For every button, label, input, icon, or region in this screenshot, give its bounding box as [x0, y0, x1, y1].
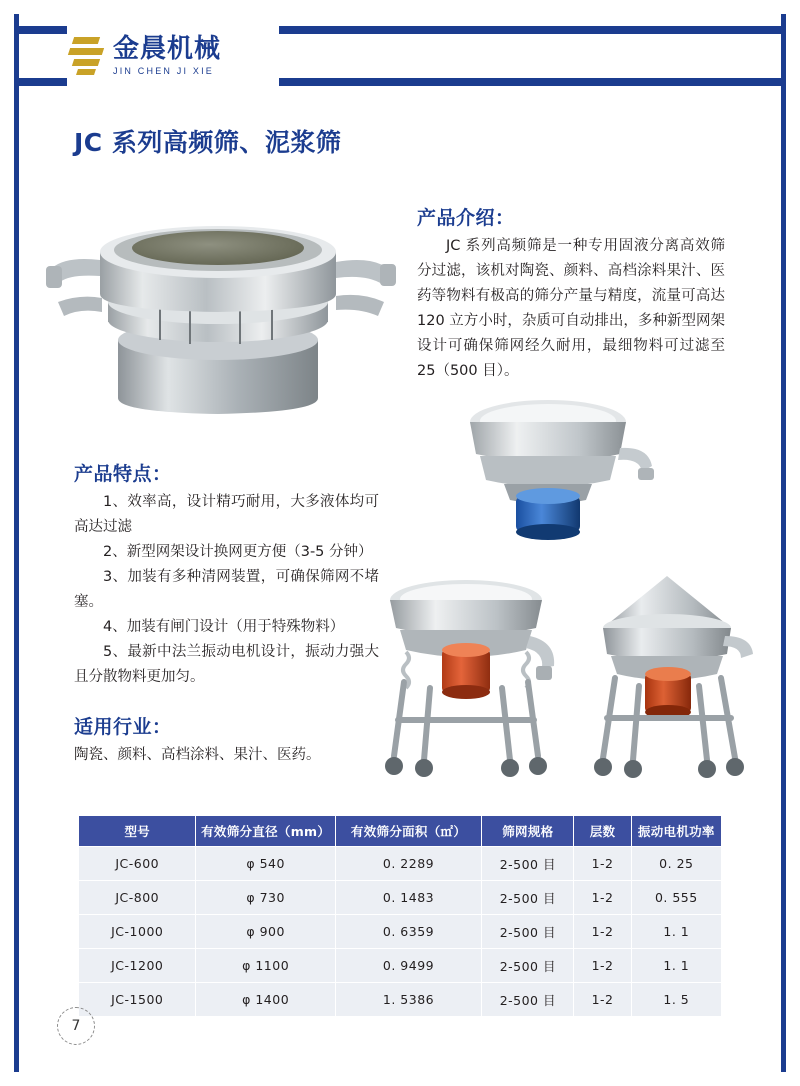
table-cell: 1-2	[574, 949, 631, 983]
table-cell: 1. 1	[631, 949, 721, 983]
features-heading: 产品特点：	[74, 463, 172, 485]
table-cell: φ 1100	[196, 949, 335, 983]
gold-stripes-logo-icon	[67, 35, 107, 77]
table-cell: 0. 25	[631, 847, 721, 881]
table-cell: 2-500 目	[482, 847, 574, 881]
feature-item: 4、加装有闸门设计（用于特殊物料）	[103, 619, 345, 635]
table-header-cell: 有效筛分面积（㎡）	[335, 816, 481, 847]
intro-heading: 产品介绍：	[417, 207, 515, 229]
page-number: 7	[57, 1007, 95, 1045]
intro-body: JC 系列高频筛是一种专用固液分离高效筛分过滤，该机对陶瓷、颜料、高档涂料果汁、医药等物料有极高的筛分产量与精度，流量可高达 120 立方小时，杂质可自动排出，多种新型网架设计可确保筛网经久耐用，最细物料可过滤至 25（500 目）。	[417, 238, 725, 379]
page-title: JC 系列高频筛、泥浆筛	[74, 128, 342, 157]
industries-body: 陶瓷、颜料、高档涂料、果汁、医药。	[74, 747, 321, 763]
table-row	[79, 915, 722, 949]
table-header-cell: 层数	[574, 816, 631, 847]
table-cell: JC-1200	[79, 949, 196, 983]
table-cell: JC-800	[79, 881, 196, 915]
logo-company-name-cn: 金晨机械	[113, 33, 222, 64]
table-cell: 2-500 目	[482, 949, 574, 983]
table-row	[79, 949, 722, 983]
table-cell: φ 540	[196, 847, 335, 881]
slurry-sieve-cone-photo	[575, 570, 765, 785]
table-header-row	[79, 816, 722, 847]
table-cell: 2-500 目	[482, 983, 574, 1017]
feature-item: 1、效率高，设计精巧耐用，大多液体均可高达过滤	[74, 494, 379, 535]
table-cell: 1. 5386	[335, 983, 481, 1017]
page-border-left	[14, 14, 19, 1072]
table-cell: φ 1400	[196, 983, 335, 1017]
sieve-on-stand-photo	[370, 570, 570, 785]
table-cell: JC-1500	[79, 983, 196, 1017]
feature-item: 5、最新中法兰振动电机设计，振动力强大且分散物料更加匀。	[74, 644, 379, 685]
table-cell: 1. 1	[631, 915, 721, 949]
table-header-cell: 型号	[79, 816, 196, 847]
page-border-right	[781, 14, 786, 1072]
industries-heading: 适用行业：	[74, 716, 172, 738]
table-cell: 0. 555	[631, 881, 721, 915]
table-cell: JC-1000	[79, 915, 196, 949]
features-list	[74, 490, 379, 690]
table-header-cell: 有效筛分直径（mm）	[196, 816, 335, 847]
table-cell: 0. 9499	[335, 949, 481, 983]
table-cell: 0. 2289	[335, 847, 481, 881]
table-header-cell: 筛网规格	[482, 816, 574, 847]
page-header	[19, 26, 781, 88]
table-row	[79, 847, 722, 881]
table-row	[79, 881, 722, 915]
table-header-cell: 振动电机功率	[631, 816, 721, 847]
table-cell: 1. 5	[631, 983, 721, 1017]
high-frequency-sieve-main-photo	[40, 190, 400, 425]
sieve-with-blue-motor-photo	[452, 388, 662, 548]
table-cell: 2-500 目	[482, 881, 574, 915]
logo-company-name-en: JIN CHEN JI XIE	[113, 66, 215, 77]
table-cell: φ 730	[196, 881, 335, 915]
table-cell: 2-500 目	[482, 915, 574, 949]
table-cell: 0. 6359	[335, 915, 481, 949]
table-cell: 1-2	[574, 847, 631, 881]
specifications-table	[78, 815, 722, 1017]
feature-item: 2、新型网架设计换网更方便（3-5 分钟）	[103, 544, 373, 560]
table-cell: 0. 1483	[335, 881, 481, 915]
table-cell: 1-2	[574, 983, 631, 1017]
table-cell: 1-2	[574, 881, 631, 915]
company-logo	[67, 26, 279, 86]
table-cell: 1-2	[574, 915, 631, 949]
table-cell: φ 900	[196, 915, 335, 949]
table-row	[79, 983, 722, 1017]
table-cell: JC-600	[79, 847, 196, 881]
feature-item: 3、加装有多种清网装置，可确保筛网不堵塞。	[74, 569, 379, 610]
